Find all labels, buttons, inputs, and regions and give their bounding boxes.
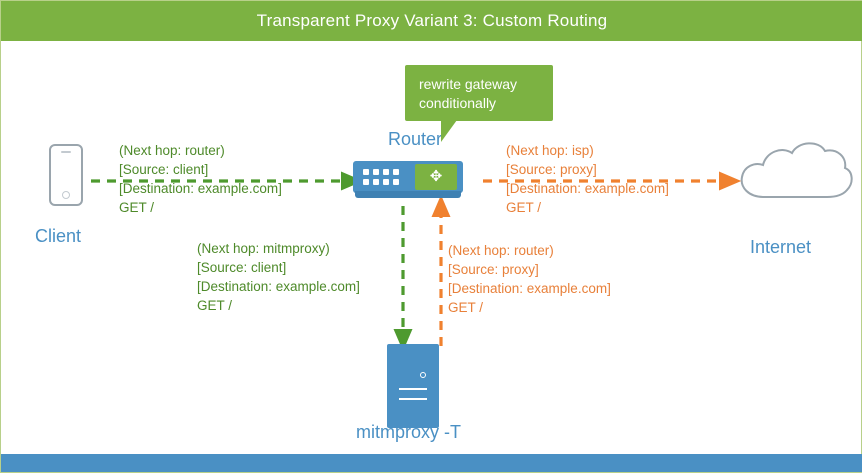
router-icon [353,157,463,201]
packet-line-destination: [Destination: example.com] [197,279,360,294]
packet-line-next-hop: (Next hop: router) [119,143,225,158]
callout-box [405,65,553,121]
packet-router-to-proxy [197,239,360,315]
router-label: Router [388,129,443,149]
bottom-accent-bar [1,454,862,472]
packet-line-source: [Source: client] [197,260,287,275]
client-label: Client [35,226,82,246]
callout-line-1: rewrite gateway [419,76,518,92]
packet-line-next-hop: (Next hop: isp) [506,143,594,158]
packet-line-request: GET / [448,300,484,315]
callout-line-2: conditionally [419,95,497,111]
packet-line-source: [Source: proxy] [448,262,539,277]
diagram-title-bar [1,1,862,41]
packet-line-request: GET / [506,200,542,215]
server-icon [387,344,439,428]
packet-client-to-router [119,141,282,217]
packet-line-next-hop: (Next hop: router) [448,243,554,258]
packet-line-destination: [Destination: example.com] [119,181,282,196]
packet-line-destination: [Destination: example.com] [448,281,611,296]
packet-line-source: [Source: client] [119,162,209,177]
callout-tail [441,120,457,142]
internet-label: Internet [750,237,812,257]
packet-line-destination: [Destination: example.com] [506,181,669,196]
proxy-label: mitmproxy -T [356,422,461,442]
packet-line-request: GET / [197,298,233,313]
packet-line-source: [Source: proxy] [506,162,597,177]
cloud-icon [742,143,852,197]
packet-line-request: GET / [119,200,155,215]
packet-proxy-to-router [448,241,611,317]
packet-router-to-internet [506,141,669,217]
router-glyph-icon: ✥ [429,168,443,185]
smartphone-icon [49,144,83,206]
packet-line-next-hop: (Next hop: mitmproxy) [197,241,330,256]
page-title: Transparent Proxy Variant 3: Custom Routing [256,11,608,30]
